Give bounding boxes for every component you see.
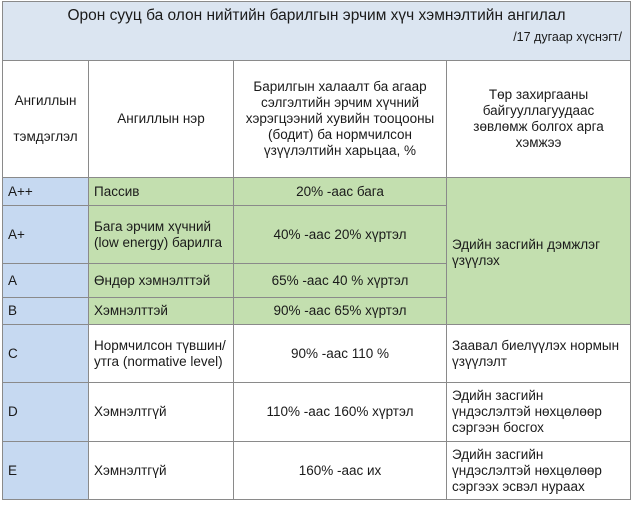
table-row [3, 178, 631, 206]
class-name: Бага эрчим хүчний (low energy) барилга [89, 206, 234, 264]
recommended-measure-top: Эдийн засгийн үндэслэлтэй нөхцөлөөр [452, 446, 602, 478]
table-row [3, 442, 631, 500]
class-code: A+ [3, 206, 89, 264]
energy-class-table [2, 1, 631, 500]
header-energy-ratio: Барилгын халаалт ба агаар сэлгэлтийн эрчим хүчний хэрэгцээний хувийн тооцооны (бодит) ба нормчилсон үзүүлэлтийн харьцаа, % [234, 61, 447, 178]
class-name: Хэмнэлтгүй [89, 383, 234, 442]
recommended-measure-bottom: сэргээх эсвэл нураах [452, 478, 585, 494]
energy-ratio: 90% -аас 65% хүртэл [234, 298, 447, 325]
header-row [3, 61, 631, 178]
table-row [3, 383, 631, 442]
table-row [3, 325, 631, 383]
header-class-code [3, 61, 89, 178]
class-code: A++ [3, 178, 89, 206]
class-code: D [3, 383, 89, 442]
class-name: Пассив [89, 178, 234, 206]
class-name: Нормчилсон түвшин/ утга (normative level) [89, 325, 234, 383]
energy-ratio: 90% -аас 110 % [234, 325, 447, 383]
merged-measure-text: Эдийн засгийн дэмжлэг үзүүлэх [452, 237, 600, 268]
table-subtitle: /17 дугаар хүснэгт/ [513, 30, 622, 44]
header-recommended-measure: Төр захиргааны байгууллагуудаас зөвлөмж болгох арга хэмжээ [447, 61, 631, 178]
class-code: C [3, 325, 89, 383]
class-name: Өндөр хэмнэлттэй [89, 264, 234, 298]
class-code: E [3, 442, 89, 500]
energy-ratio: 160% -аас их [234, 442, 447, 500]
energy-ratio: 65% -аас 40 % хүртэл [234, 264, 447, 298]
merged-measure [447, 178, 631, 325]
energy-ratio: 40% -аас 20% хүртэл [234, 206, 447, 264]
table-title: Орон сууц ба олон нийтийн барилгын эрчим хүч хэмнэлтийн ангилал [67, 7, 566, 24]
class-name: Хэмнэлттэй [89, 298, 234, 325]
recommended-measure: Эдийн засгийн үндэслэлтэй нөхцөлөөр сэргээн босгох [447, 383, 631, 442]
header-class-code-line1: Ангиллын [14, 93, 77, 108]
class-name: Хэмнэлтгүй [89, 442, 234, 500]
title-cell [3, 2, 631, 61]
recommended-measure: Заавал биелүүлэх нормын үзүүлэлт [447, 325, 631, 383]
title-row [3, 2, 631, 61]
header-class-name: Ангиллын нэр [89, 61, 234, 178]
energy-ratio: 110% -аас 160% хүртэл [234, 383, 447, 442]
recommended-measure [447, 442, 631, 500]
class-code: B [3, 298, 89, 325]
header-class-code-line2: тэмдэглэл [13, 129, 78, 144]
energy-ratio: 20% -аас бага [234, 178, 447, 206]
class-code: A [3, 264, 89, 298]
